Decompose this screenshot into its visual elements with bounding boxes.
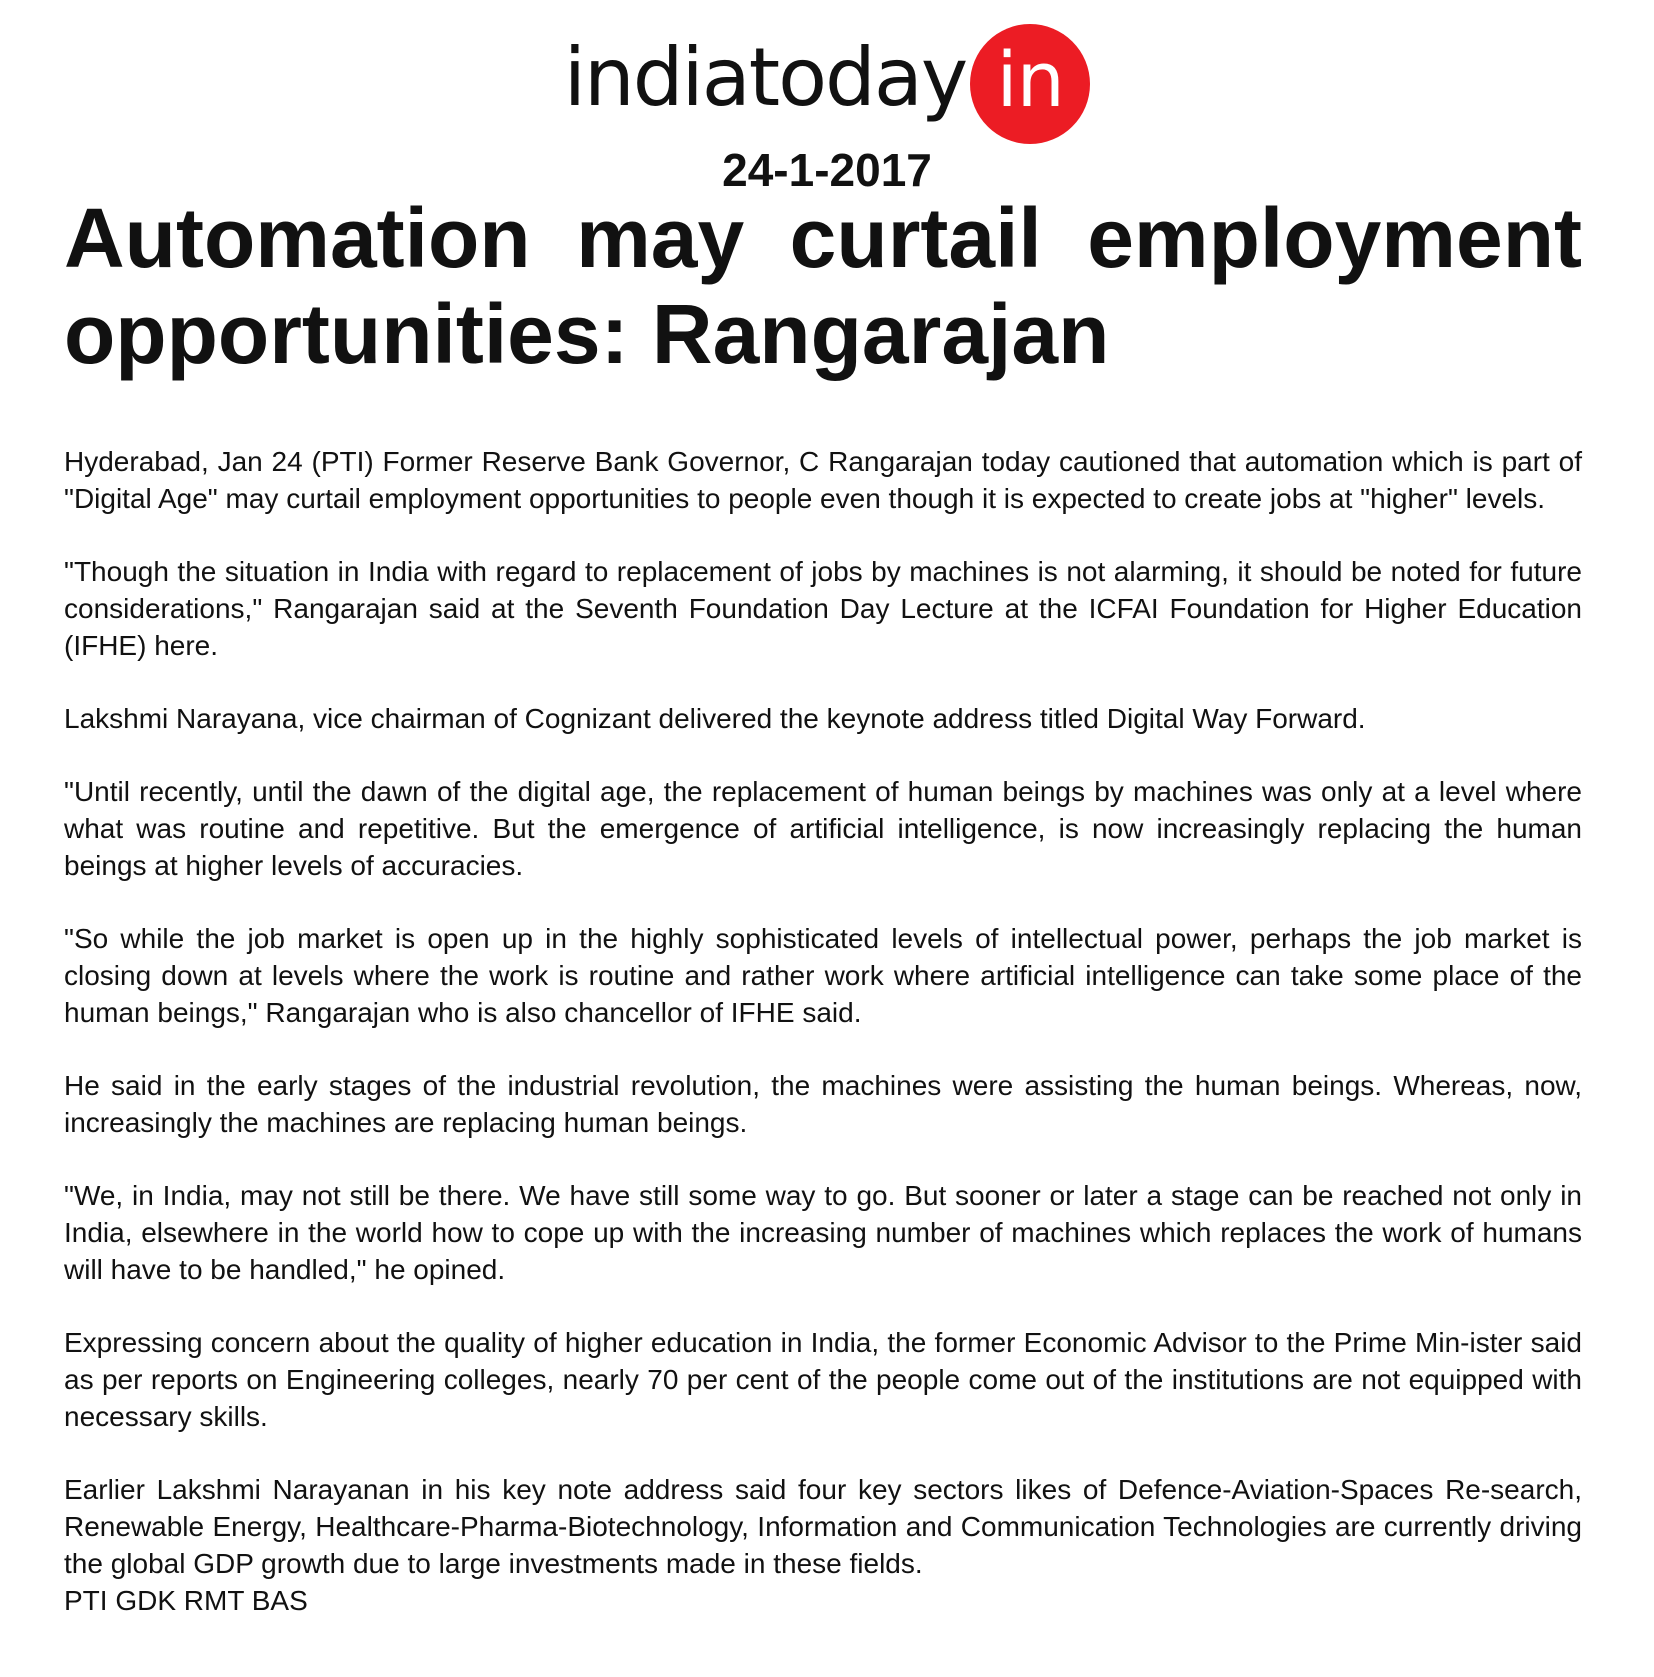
article-headline: Automation may curtail employment opportunities: Rangarajan: [64, 191, 1582, 381]
logo-wordmark: indiatoday: [563, 31, 967, 124]
article-paragraph: Earlier Lakshmi Narayanan in his key note address said four key sectors likes of Defence-Aviation-Spaces Re-search, Renewable Energy, Healthcare-Pharma-Biotechnology, Information and Communication Technologies are currently driving the global GDP growth due to large investments made in these fields.: [64, 1474, 1582, 1579]
article-paragraph: Lakshmi Narayana, vice chairman of Cognizant delivered the keynote address titled Digital Way Forward.: [64, 703, 1366, 734]
logo-badge-circle: [970, 24, 1090, 144]
article-paragraph: Expressing concern about the quality of higher education in India, the former Economic Advisor to the Prime Min-ister said as per reports on Engineering colleges, nearly 70 per cent of the people come out of the institutions are not equipped with necessary skills.: [64, 1327, 1582, 1432]
agency-credit: PTI GDK RMT BAS: [64, 1585, 308, 1616]
article-paragraph: "Though the situation in India with regard to replacement of jobs by machines is not alarming, it should be noted for future considerations," Rangarajan said at the Seventh Foundation Day Lecture at the ICFAI Foundation for Higher Education (IFHE) here.: [64, 556, 1582, 661]
clipping-date: 24-1-2017: [722, 144, 932, 196]
article-paragraph: "We, in India, may not still be there. We have still some way to go. But sooner or later a stage can be reached not only in India, elsewhere in the world how to cope up with the increasing number of machines which replaces the work of humans will have to be handled," he opined.: [64, 1180, 1582, 1285]
masthead: [0, 24, 1654, 144]
logo-badge-text: in: [996, 35, 1064, 124]
article-body: [64, 443, 1582, 1619]
article-paragraph: "So while the job market is open up in the highly sophisticated levels of intellectual power, perhaps the job market is closing down at levels where the work is routine and rather work where artificial intelligence can take some place of the human beings," Rangarajan who is also chancellor of IFHE said.: [64, 923, 1582, 1028]
indiatoday-logo: [564, 24, 1090, 144]
article-paragraph: "Until recently, until the dawn of the digital age, the replacement of human beings by machines was only at a level where what was routine and repetitive. But the emergence of artificial intelligence, is now increasingly replacing the human beings at higher levels of accuracies.: [64, 776, 1582, 881]
article-paragraph: He said in the early stages of the industrial revolution, the machines were assisting the human beings. Whereas, now, increasingly the machines are replacing human beings.: [64, 1070, 1582, 1138]
article-paragraph: Hyderabad, Jan 24 (PTI) Former Reserve Bank Governor, C Rangarajan today cautioned that automation which is part of "Digital Age" may curtail employment opportunities to people even though it is expected to create jobs at "higher" levels.: [64, 446, 1582, 514]
